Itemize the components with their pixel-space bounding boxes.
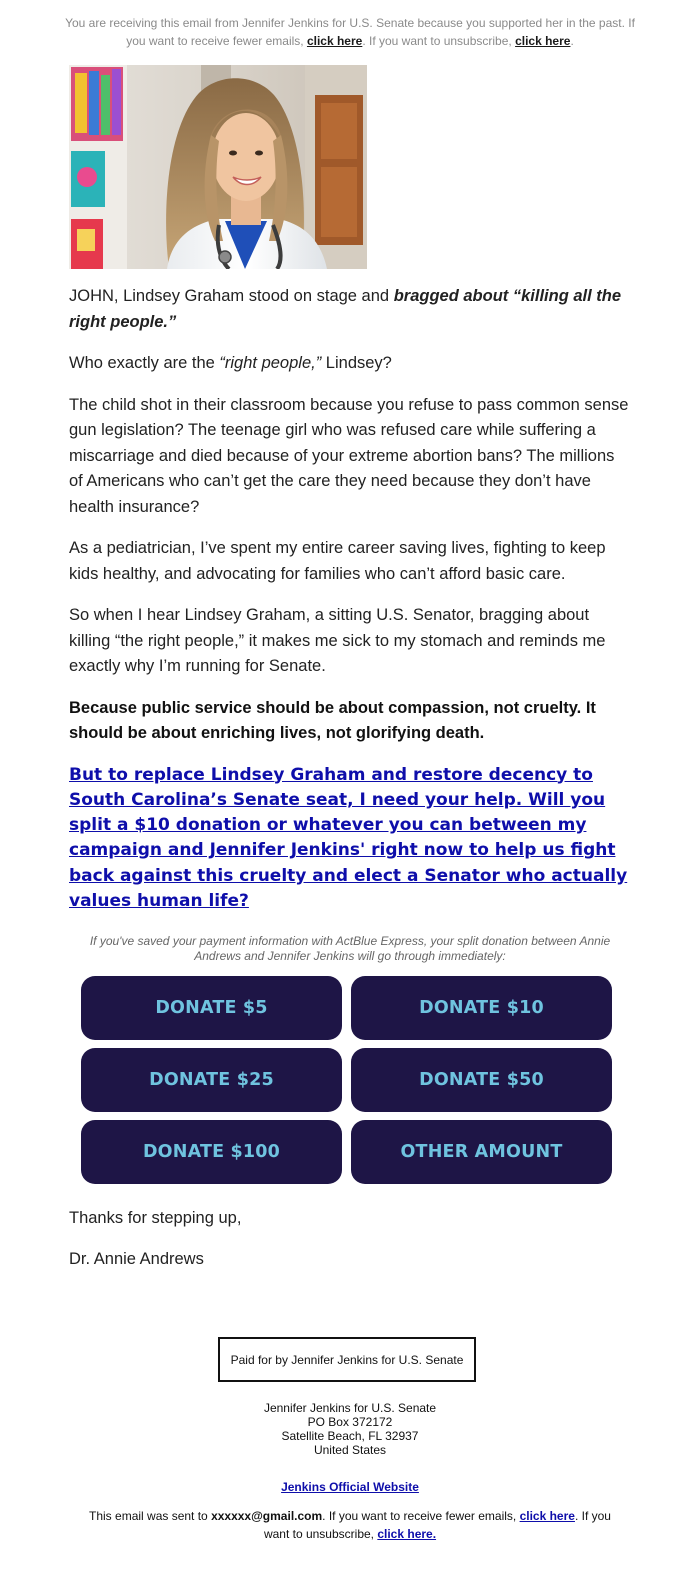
message-content xyxy=(69,284,631,928)
paragraph-text: Who exactly are the xyxy=(69,354,220,372)
fewer-emails-link[interactable]: click here xyxy=(306,34,363,48)
footer-text: . If you want to unsubscribe, xyxy=(263,1509,611,1541)
paragraph xyxy=(69,284,631,335)
fewer-emails-link[interactable]: click here xyxy=(519,1509,575,1523)
candidate-photo-image xyxy=(69,65,367,269)
mailing-address xyxy=(200,1401,500,1457)
paragraph-text: Lindsey? xyxy=(321,354,392,372)
other-amount-button[interactable]: OTHER AMOUNT xyxy=(351,1120,612,1184)
paid-for-disclaimer xyxy=(218,1337,476,1382)
paragraph: So when I hear Lindsey Graham, a sitting U.S. Senator, bragging about killing “the right people,” it makes me sick to my stomach and reminds me exactly why I’m running for Senate. xyxy=(69,606,606,675)
paragraph-text: JOHN, Lindsey Graham stood on stage and xyxy=(69,287,394,305)
address-line: Jennifer Jenkins for U.S. Senate xyxy=(263,1401,437,1415)
official-website-link[interactable]: Jenkins Official Website xyxy=(281,1480,419,1494)
paragraph: As a pediatrician, I’ve spent my entire career saving lives, fighting to keep kids healthy, and advocating for families who can’t afford basic care. xyxy=(69,539,606,583)
address-line: United States xyxy=(313,1443,387,1457)
donate-10-button[interactable]: DONATE $10 xyxy=(351,976,612,1040)
preheader-text: . xyxy=(570,34,574,48)
footer xyxy=(80,1507,620,1543)
address-line: Satellite Beach, FL 32937 xyxy=(281,1429,419,1443)
footer-text: . If you want to receive fewer emails, xyxy=(322,1509,520,1523)
footer-text: This email was sent to xyxy=(89,1509,212,1523)
paid-for-text: Paid for by Jennifer Jenkins for U.S. Senate xyxy=(230,1352,464,1367)
donate-25-button[interactable]: DONATE $25 xyxy=(81,1048,342,1112)
preheader-text: You are receiving this email from Jennifer Jenkins for U.S. Senate because you supported her in the past. If you want to receive fewer emails, xyxy=(65,16,635,48)
donate-50-button[interactable]: DONATE $50 xyxy=(351,1048,612,1112)
signature-name: Dr. Annie Andrews xyxy=(69,1250,204,1268)
actblue-note: If you've saved your payment information with ActBlue Express, your split donation between Annie Andrews and Jennifer Jenkins will go through immediately: xyxy=(89,934,611,963)
donation-cta-link[interactable]: But to replace Lindsey Graham and restore decency to South Carolina’s Senate seat, I need your help. Will you split a $10 donation or whatever you can between my campaign and Jennifer Jenkins' right now to help us fight back against this cruelty and elect a Senator who actually values human life? xyxy=(69,764,628,911)
website-link-row xyxy=(200,1480,500,1494)
paragraph xyxy=(69,351,631,377)
unsubscribe-link[interactable]: click here. xyxy=(377,1527,437,1541)
preheader-text: . If you want to unsubscribe, xyxy=(362,34,516,48)
unsubscribe-link[interactable]: click here xyxy=(515,34,571,48)
emphasis-text: bragged about “killing all the right people.” xyxy=(69,287,622,331)
paragraph: The child shot in their classroom because you refuse to pass common sense gun legislation? The teenage girl who was refused care while suffering a miscarriage and died because of your extreme abortion bans? The millions of Americans who can’t get the care they need because they don’t have health insurance? xyxy=(69,395,629,516)
preheader xyxy=(60,14,640,50)
bold-paragraph: Because public service should be about compassion, not cruelty. It should be about enriching lives, not glorifying death. xyxy=(69,698,596,742)
emphasis-text: “right people,” xyxy=(219,354,322,372)
recipient-email: xxxxxx@gmail.com xyxy=(211,1509,323,1523)
donate-5-button[interactable]: DONATE $5 xyxy=(81,976,342,1040)
donate-100-button[interactable]: DONATE $100 xyxy=(81,1120,342,1184)
signoff xyxy=(69,1206,241,1288)
candidate-photo xyxy=(69,65,367,269)
address-line: PO Box 372172 xyxy=(307,1415,393,1429)
thanks-text: Thanks for stepping up, xyxy=(69,1209,242,1227)
